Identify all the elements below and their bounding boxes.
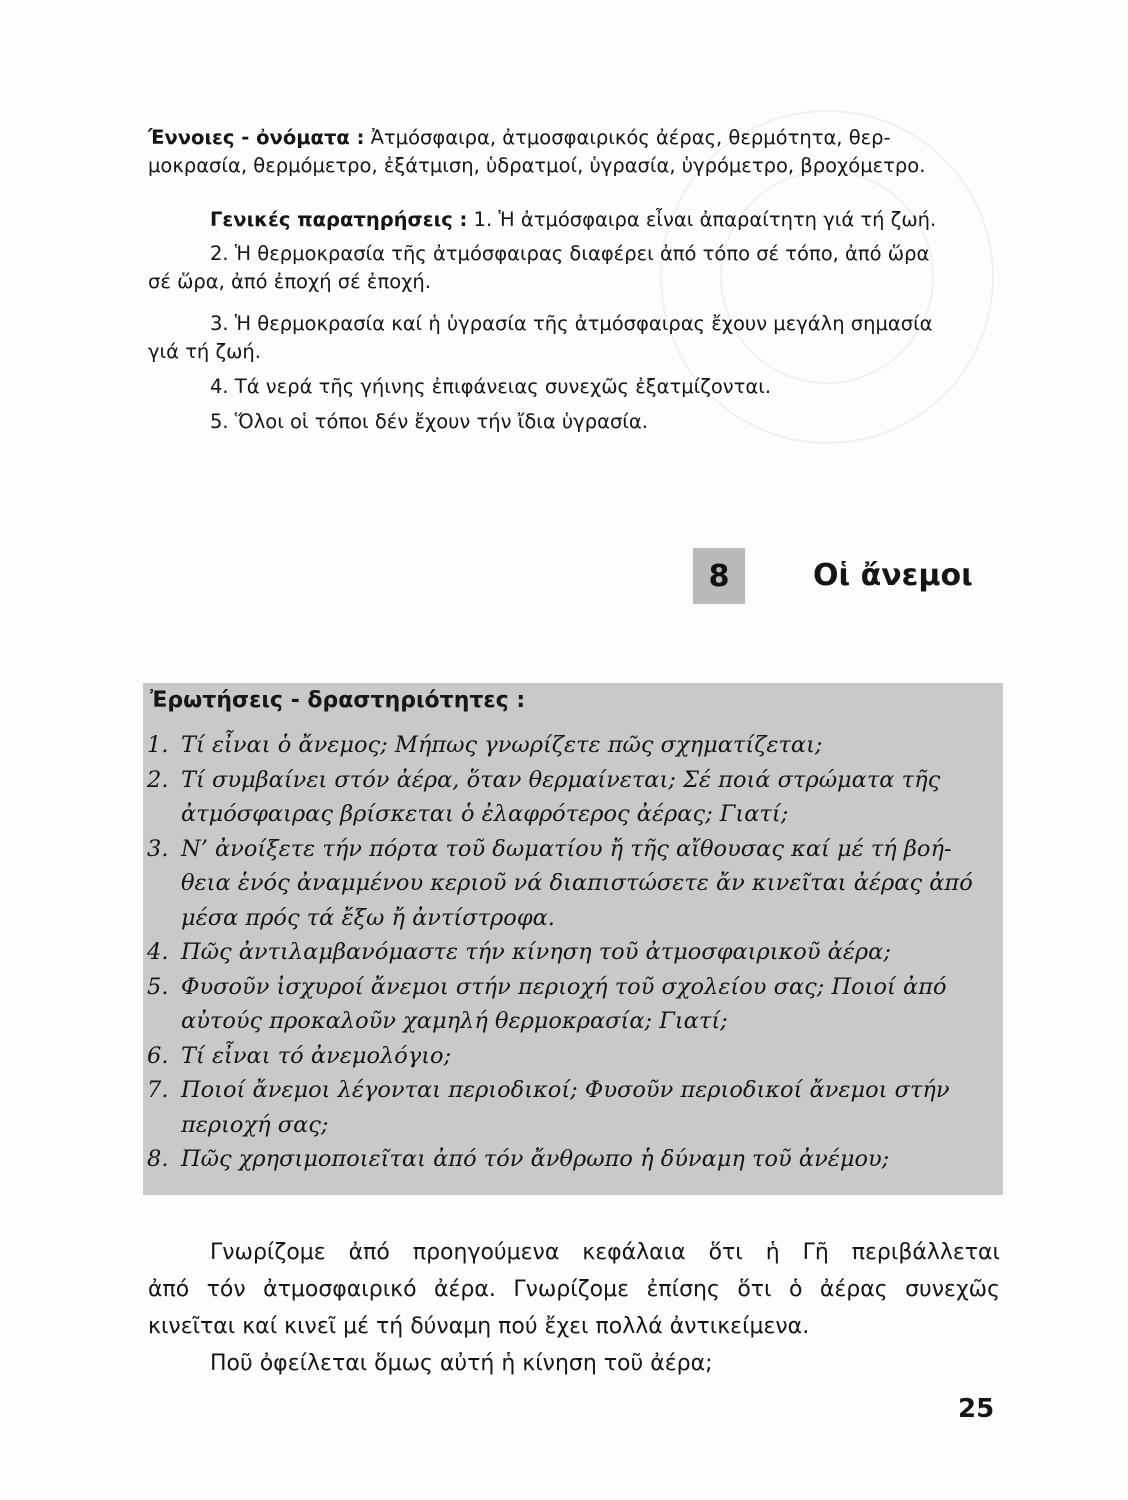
- chapter-title: Οἱ ἄνεμοι: [813, 558, 973, 593]
- question-line: Ν’ ἀνοίξετε τήν πόρτα τοῦ δωματίου ἤ τῆς αἴθουσας καί μέ τή βοή-: [181, 835, 952, 862]
- general-label: Γενικές παρατηρήσεις :: [210, 208, 468, 231]
- question-line: Τί εἶναι τό ἀνεμολόγιο;: [181, 1042, 452, 1069]
- intro-paragraph: [148, 1234, 1000, 1382]
- question-item: [147, 728, 999, 763]
- question-number: 2.: [147, 766, 169, 793]
- chapter-number-box: 8: [693, 548, 745, 604]
- page-number: 25: [958, 1394, 995, 1424]
- question-number: 8.: [147, 1146, 169, 1172]
- question-item: [147, 763, 999, 832]
- question-item: [147, 1073, 999, 1142]
- general-item-4: 4. Τά νερά τῆς γήινης ἐπιφάνειας συνεχῶς ἐξατμίζονται.: [210, 375, 772, 398]
- question-item: [147, 1142, 999, 1177]
- question-line: μέσα πρός τά ἔξω ἤ ἀντίστροφα.: [181, 904, 555, 931]
- intro-line-3: κινεῖται καί κινεῖ μέ τή δύναμη πού ἔχει πολλά ἀντικείμενα.: [148, 1314, 810, 1339]
- question-number: 7.: [147, 1077, 169, 1103]
- concepts-line-2: μοκρασία, θερμόμετρο, ἐξάτμιση, ὑδρατμοί, ὑγρασία, ὑγρόμετρο, βροχόμετρο.: [148, 154, 926, 177]
- question-line: Φυσοῦν ἰσχυροί ἄνεμοι στήν περιοχή τοῦ σχολείου σας; Ποιοί ἀπό: [181, 973, 947, 1000]
- question-number: 1.: [147, 732, 169, 758]
- question-line: Τί συμβαίνει στόν ἀέρα, ὅταν θερμαίνεται; Σέ ποιά στρώματα τῆς: [181, 766, 941, 793]
- general-item-1: 1. Ἡ ἀτμόσφαιρα εἶναι ἀπαραίτητη γιά τή ζωή.: [467, 208, 937, 231]
- question-line: θεια ἑνός ἀναμμένου κεριοῦ νά διαπιστώσετε ἄν κινεῖται ἀέρας ἀπό: [181, 870, 973, 896]
- question-item: [147, 832, 999, 936]
- questions-heading: Ἐρωτήσεις - δραστηριότητες :: [150, 688, 526, 713]
- concepts-section: [148, 124, 998, 180]
- chapter-header: [693, 548, 998, 604]
- question-number: 5.: [147, 973, 169, 1000]
- concepts-text-1: Ἀτμόσφαιρα, ἀτμοσφαιρικός ἀέρας, θερμότητα, θερ-: [364, 126, 891, 149]
- questions-list: [147, 728, 999, 1177]
- concepts-line-1: [148, 124, 998, 152]
- general-item-5: 5. Ὅλοι οἱ τόποι δέν ἔχουν τήν ἴδια ὑγρασία.: [210, 410, 648, 433]
- intro-line-4: Ποῦ ὀφείλεται ὅμως αὐτή ἡ κίνηση τοῦ ἀέρα;: [210, 1351, 713, 1376]
- question-line: Πῶς χρησιμοποιεῖται ἀπό τόν ἄνθρωπο ἡ δύναμη τοῦ ἀνέμου;: [181, 1146, 890, 1172]
- question-line: αὐτούς προκαλοῦν χαμηλή θερμοκρασία; Γιατί;: [181, 1008, 728, 1034]
- general-item-3-line-1: 3. Ἡ θερμοκρασία καί ἡ ὑγρασία τῆς ἀτμόσφαιρας ἔχουν μεγάλη σημασία: [210, 312, 933, 335]
- general-item-2-line-2: σέ ὥρα, ἀπό ἐποχή σέ ἐποχή.: [148, 270, 431, 293]
- question-item: [147, 935, 999, 970]
- question-line: Τί εἶναι ὁ ἄνεμος; Μήπως γνωρίζετε πῶς σχηματίζεται;: [181, 732, 823, 758]
- general-line-1: [148, 206, 998, 234]
- question-line: ἀτμόσφαιρας βρίσκεται ὁ ἐλαφρότερος ἀέρας; Γιατί;: [181, 801, 789, 827]
- question-line: περιοχή σας;: [181, 1111, 329, 1138]
- question-item: [147, 970, 999, 1039]
- question-item: [147, 1039, 999, 1074]
- general-item-3-line-2: γιά τή ζωή.: [148, 340, 261, 363]
- intro-line-2: ἀπό τόν ἀτμοσφαιρικό ἀέρα. Γνωρίζομε ἐπίσης ὅτι ὁ ἀέρας συνεχῶς: [148, 1277, 1000, 1302]
- question-line: Πῶς ἀντιλαμβανόμαστε τήν κίνηση τοῦ ἀτμοσφαιρικοῦ ἀέρα;: [181, 939, 891, 965]
- general-observations: [148, 206, 998, 436]
- general-item-2-line-1: 2. Ἡ θερμοκρασία τῆς ἀτμόσφαιρας διαφέρει ἀπό τόπο σέ τόπο, ἀπό ὥρα: [210, 242, 930, 265]
- concepts-label: Έννοιες - ὀνόματα :: [148, 126, 365, 149]
- question-number: 4.: [147, 939, 169, 965]
- question-number: 6.: [147, 1042, 169, 1069]
- question-line: Ποιοί ἄνεμοι λέγονται περιοδικοί; Φυσοῦν περιοδικοί ἄνεμοι στήν: [181, 1077, 950, 1103]
- question-number: 3.: [147, 835, 169, 862]
- intro-line-1: Γνωρίζομε ἀπό προηγούμενα κεφάλαια ὅτι ἡ Γῆ περιβάλλεται: [210, 1240, 1000, 1265]
